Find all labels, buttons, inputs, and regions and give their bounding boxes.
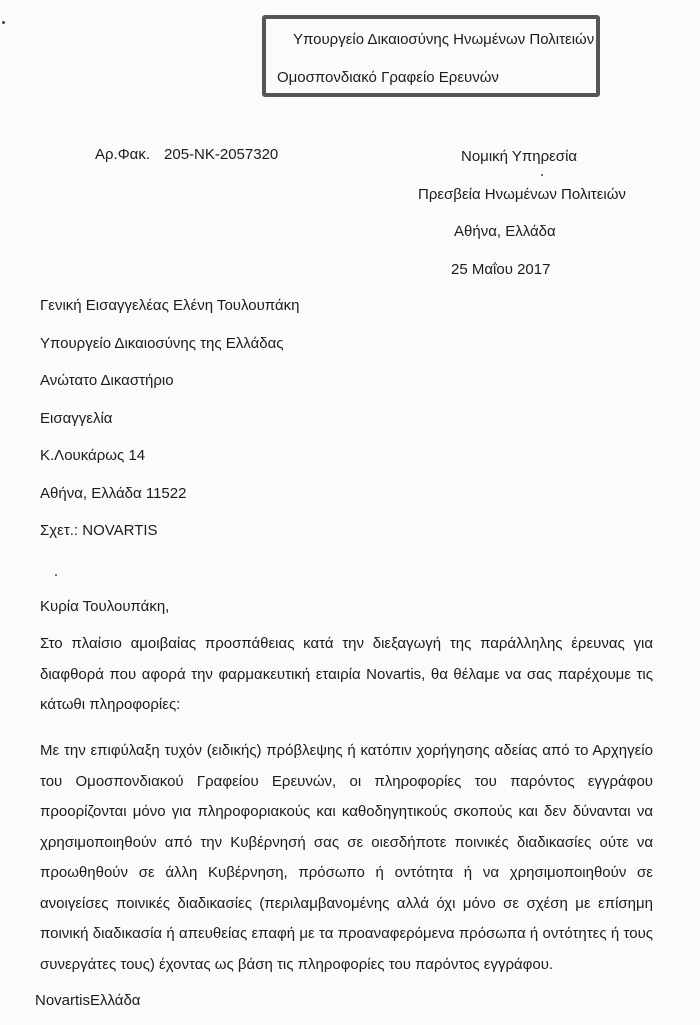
- salutation: Κυρία Τουλουπάκη,: [40, 598, 170, 615]
- closing-line: NovartisΕλλάδα: [35, 992, 141, 1009]
- letter-date: 25 Μαΐου 2017: [451, 261, 551, 278]
- file-reference-number: 205-ΝΚ-2057320: [164, 146, 279, 163]
- recipient-court: Ανώτατο Δικαστήριο: [40, 372, 174, 389]
- recipient-city: Αθήνα, Ελλάδα 11522: [40, 485, 187, 502]
- sender-embassy: Πρεσβεία Ηνωμένων Πολιτειών: [418, 186, 626, 203]
- subject-reference: Σχετ.: NOVARTIS: [40, 522, 158, 539]
- recipient-office: Εισαγγελία: [40, 410, 113, 427]
- letterhead-bureau: Ομοσπονδιακό Γραφείο Ερευνών: [277, 69, 499, 86]
- letterhead-department: Υπουργείο Δικαιοσύνης Ηνωμένων Πολιτειών: [293, 31, 595, 48]
- sender-city: Αθήνα, Ελλάδα: [454, 223, 556, 240]
- recipient-street: Κ.Λουκάρως 14: [40, 447, 146, 464]
- recipient-ministry: Υπουργείο Δικαιοσύνης της Ελλάδας: [40, 335, 284, 352]
- sender-office: Νομική Υπηρεσία: [461, 148, 578, 165]
- file-reference: [95, 146, 278, 163]
- scan-speck: [2, 21, 5, 24]
- body-paragraph-restrictions: Με την επιφύλαξη τυχόν (ειδικής) πρόβλεψης ή κατόπιν χορήγησης αδείας από το Αρχηγείο του Ομοσπονδιακού Γραφείου Ερευνών, οι πληροφορίες του παρόντος εγγράφου προορίζονται μόνο για πληροφοριακούς και καθοδηγητικούς σκοπούς και δεν δύνανται να χρησιμοποιηθούν από την Κυβέρνησή σας σε οιεσδήποτε ποινικές διαδικασίες ούτε να προωθηθούν σε άλλη Κυβέρνηση, πρόσωπο ή οντότητα ή να χρησιμοποιηθούν σε ανοιγείσες ποινικές διαδικασίες (περιλαμβανομένης αλλά όχι μόνο σε σχέση με επίσημη ποινική διαδικασία ή απευθείας επαφή με τα προαναφερόμενα πρόσωπα ή οντότητες ή τους συνεργάτες τους) έχοντας ως βάση τις πληροφορίες του παρόντος εγγράφου.: [40, 742, 653, 973]
- recipient-name: Γενική Εισαγγελέας Ελένη Τουλουπάκη: [40, 297, 300, 314]
- body-paragraph-intro: Στο πλαίσιο αμοιβαίας προσπάθειας κατά την διεξαγωγή της παράλληλης έρευνας για διαφθορά που αφορά την φαρμακευτική εταιρία Novartis, θα θέλαμε να σας παρέχουμε τις κάτωθι πληροφορίες:: [40, 635, 653, 713]
- scan-speck: [55, 574, 57, 576]
- scan-speck: [541, 174, 543, 176]
- file-reference-label: Αρ.Φακ.: [95, 146, 151, 163]
